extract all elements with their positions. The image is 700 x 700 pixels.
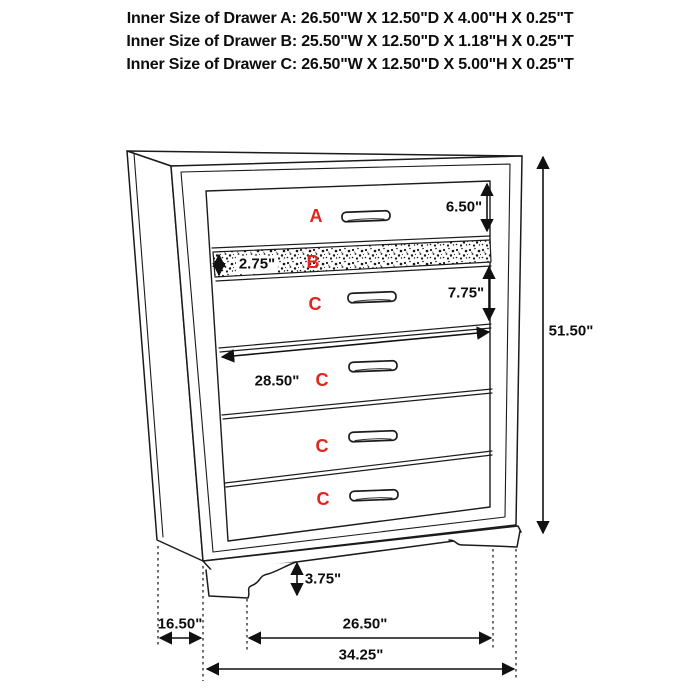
drawer-c4-handle-icon xyxy=(350,490,398,501)
drawer-b-letter: B xyxy=(306,252,320,272)
drawer-c4-letter: C xyxy=(316,489,330,509)
drawer-c1-letter: C xyxy=(308,294,322,314)
foot-height-label: 3.75" xyxy=(304,570,342,588)
drawer-a-handle-icon xyxy=(342,211,390,222)
drawer-c3-handle-icon xyxy=(349,431,397,442)
drawer-b-height-label: 2.75" xyxy=(236,256,278,273)
overall-height-label: 51.50" xyxy=(548,322,594,340)
feet-span-label: 26.50" xyxy=(342,615,388,633)
drawer-width-label: 28.50" xyxy=(254,372,300,390)
drawer-c3-letter: C xyxy=(315,436,329,456)
overall-width-label: 34.25" xyxy=(338,646,384,664)
drawer-a-size-text: Inner Size of Drawer A: 26.50"W X 12.50"D X 4.00"H X 0.25"T xyxy=(126,10,574,27)
drawer-c2-letter: C xyxy=(315,370,329,390)
drawer-c-height-label: 7.75" xyxy=(447,284,485,302)
drawer-c1-handle-icon xyxy=(348,292,396,303)
drawer-c-size-text: Inner Size of Drawer C: 26.50"W X 12.50"D X 5.00"H X 0.25"T xyxy=(126,56,574,73)
depth-label: 16.50" xyxy=(157,615,203,633)
drawer-c2-handle-icon xyxy=(349,361,397,372)
drawer-b-size-text: Inner Size of Drawer B: 25.50"W X 12.50"D X 1.18"H X 0.25"T xyxy=(126,33,574,50)
inner-size-header xyxy=(0,7,700,76)
drawer-a-letter: A xyxy=(309,206,323,226)
drawer-a-height-label: 6.50" xyxy=(445,198,483,216)
